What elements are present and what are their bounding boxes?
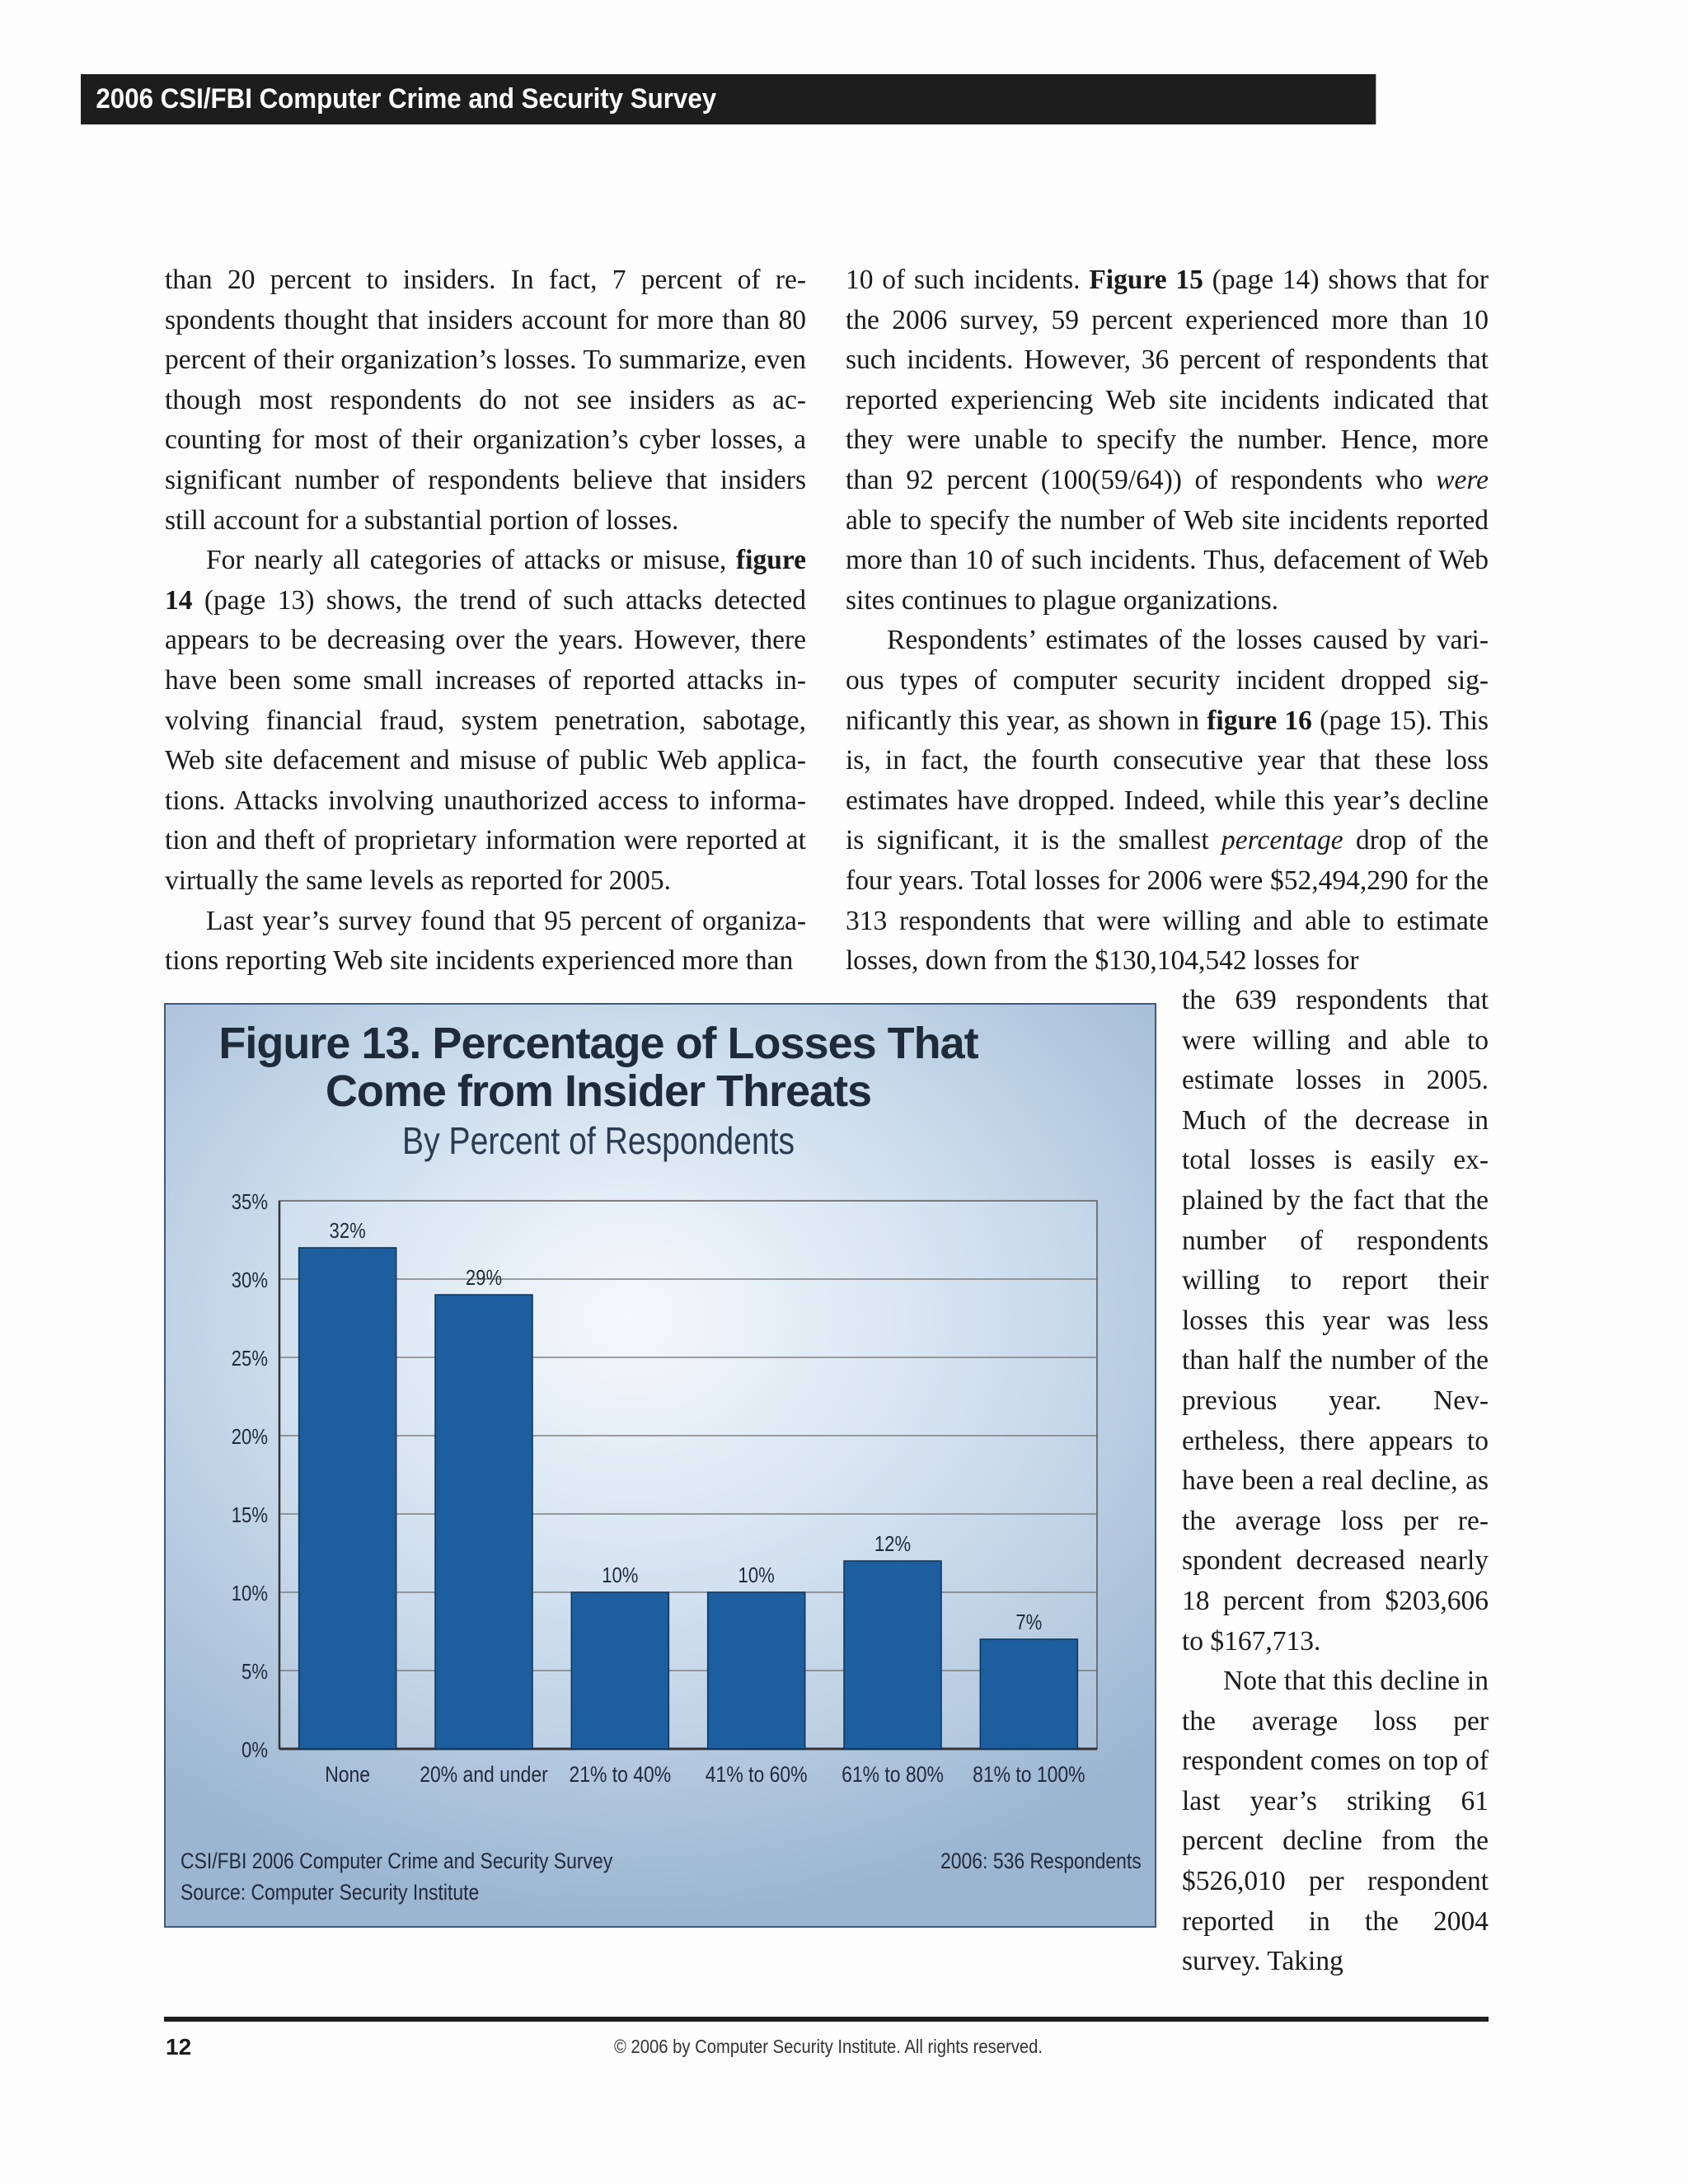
paragraph — [846, 260, 1489, 621]
text-run: (page 13) shows, the trend of such attacks detected appears to be decreasing over the years. However, there have been some small increases of reported attacks involving financial fraud, system penetration, sabotage, Web site defacement and misuse of public Web applications. Attacks involving unauthorized access to information and theft of proprietary information were reported at virtually the same levels as reported for 2005. — [165, 584, 806, 896]
copyright-notice: © 2006 by Computer Security Institute. All rights reserved. — [613, 2036, 1043, 2057]
bar-value-label: 10% — [602, 1563, 639, 1588]
y-tick-label: 35% — [231, 1190, 268, 1215]
paragraph — [165, 541, 806, 901]
figure-respondents-count: 2006: 536 Respondents — [940, 1849, 1142, 1873]
y-tick-label: 30% — [231, 1268, 268, 1293]
x-tick-label: 21% to 40% — [569, 1762, 672, 1788]
bar — [435, 1295, 532, 1749]
x-tick-label: 20% and under — [420, 1762, 548, 1788]
bar-value-label: 32% — [329, 1219, 366, 1244]
bar-value-label: 29% — [465, 1266, 503, 1291]
bar — [708, 1592, 805, 1749]
bar-chart — [166, 1005, 1155, 1926]
figure-subtitle: By Percent of Respondents — [402, 1119, 795, 1162]
text-run: able to specify the number of Web site incidents reported more than 10 of such incidents. Thus, defacement of Web sites continues to plague organizations. — [846, 504, 1489, 616]
text-bold: figure 16 — [1207, 705, 1312, 736]
bar — [571, 1592, 668, 1749]
text-italic: percentage — [1221, 825, 1343, 856]
x-tick-label: None — [325, 1762, 371, 1788]
text-run: Note that this decline in the average loss per respondent comes on top of last year’s striking 61 percent decline from the $526,010 per respondent reported in the 2004 survey. Taking — [1182, 1666, 1489, 1977]
running-header — [81, 74, 1376, 124]
y-tick-label: 20% — [231, 1425, 268, 1450]
y-tick-label: 10% — [231, 1582, 268, 1606]
text-run: (page 15). This is, in fact, the fourth consecutive year that these loss estimates have dropped. Indeed, while this year’s decline is significant, it is the smallest — [846, 705, 1489, 856]
y-tick-label: 0% — [241, 1738, 268, 1763]
body-column-wrap — [1182, 981, 1489, 1982]
plot-area — [279, 1201, 1097, 1749]
text-bold: figure 14 — [165, 545, 806, 616]
y-tick-label: 25% — [231, 1347, 268, 1371]
x-tick-label: 61% to 80% — [842, 1762, 944, 1788]
text-run: than 20 percent to insiders. In fact, 7 percent of respondents thought that insiders account for more than 80 percent of their organization’s losses. To summarize, even though most respondents do not see insiders as accounting for most of their organization’s cyber losses, a significant number of respondents believe that insiders still account for a substantial portion of losses. — [165, 265, 806, 536]
paragraph — [165, 260, 806, 541]
paragraph — [1182, 1661, 1489, 1982]
text-run: 10 of such incidents. — [846, 265, 1090, 295]
text-run: the 639 respondents that were willing and able to estimate losses in 2005. Much of the decrease in total losses is easily explained by the fact that the number of respondents willing to report their losses this year was less than half the number of the previous year. Nevertheless, there appears to have been a real decline, as the average loss per respondent decreased nearly 18 percent from $203,606 to $167,713. — [1182, 985, 1489, 1657]
bar-value-label: 10% — [738, 1563, 775, 1588]
bar-value-label: 7% — [1015, 1610, 1043, 1635]
figure-title-line2: Come from Insider Threats — [325, 1066, 872, 1116]
bar-value-label: 12% — [874, 1532, 912, 1557]
running-header-title: 2006 CSI/FBI Computer Crime and Security Survey — [96, 83, 717, 115]
bar — [844, 1561, 941, 1749]
text-run: drop of the four years. Total losses for 2006 were $52,494,290 for the 313 respondents that were willing and able to estimate losses, down from the $130,104,542 losses for — [846, 825, 1489, 977]
footer-rule — [164, 2017, 1489, 2022]
text-run: Last year’s survey found that 95 percent of organizations reporting Web site incidents experienced more than — [165, 905, 806, 977]
page-number: 12 — [166, 2034, 192, 2060]
text-italic: were — [1436, 464, 1489, 495]
body-column-left — [165, 260, 806, 982]
bar — [980, 1639, 1077, 1749]
text-bold: Figure 15 — [1089, 265, 1203, 295]
y-tick-label: 15% — [231, 1503, 268, 1528]
x-tick-label: 41% to 60% — [705, 1762, 808, 1788]
text-run: (page 14) shows that for the 2006 survey, 59 percent experienced more than 10 such incidents. However, 36 percent of respondents that reported experiencing Web site incidents indicated that they were unable to specify the number. Hence, more than 92 percent (100(59/64)) of respondents who — [846, 265, 1489, 495]
x-tick-label: 81% to 100% — [973, 1762, 1085, 1788]
paragraph — [1182, 981, 1489, 1661]
figure-title-line1: Figure 13. Percentage of Losses That — [218, 1019, 978, 1068]
bar — [299, 1248, 396, 1749]
figure-source-survey: CSI/FBI 2006 Computer Crime and Security Survey — [181, 1849, 613, 1873]
text-run: Respondents’ estimates of the losses caused by various types of computer security incident dropped significantly this year, as shown in — [846, 625, 1489, 736]
paragraph — [165, 902, 806, 982]
body-column-right — [846, 260, 1489, 982]
figure-13 — [164, 1003, 1156, 1928]
paragraph — [846, 621, 1489, 981]
figure-source-institute: Source: Computer Security Institute — [181, 1880, 480, 1905]
text-run: For nearly all categories of attacks or misuse, — [206, 545, 737, 576]
y-tick-label: 5% — [241, 1660, 268, 1685]
